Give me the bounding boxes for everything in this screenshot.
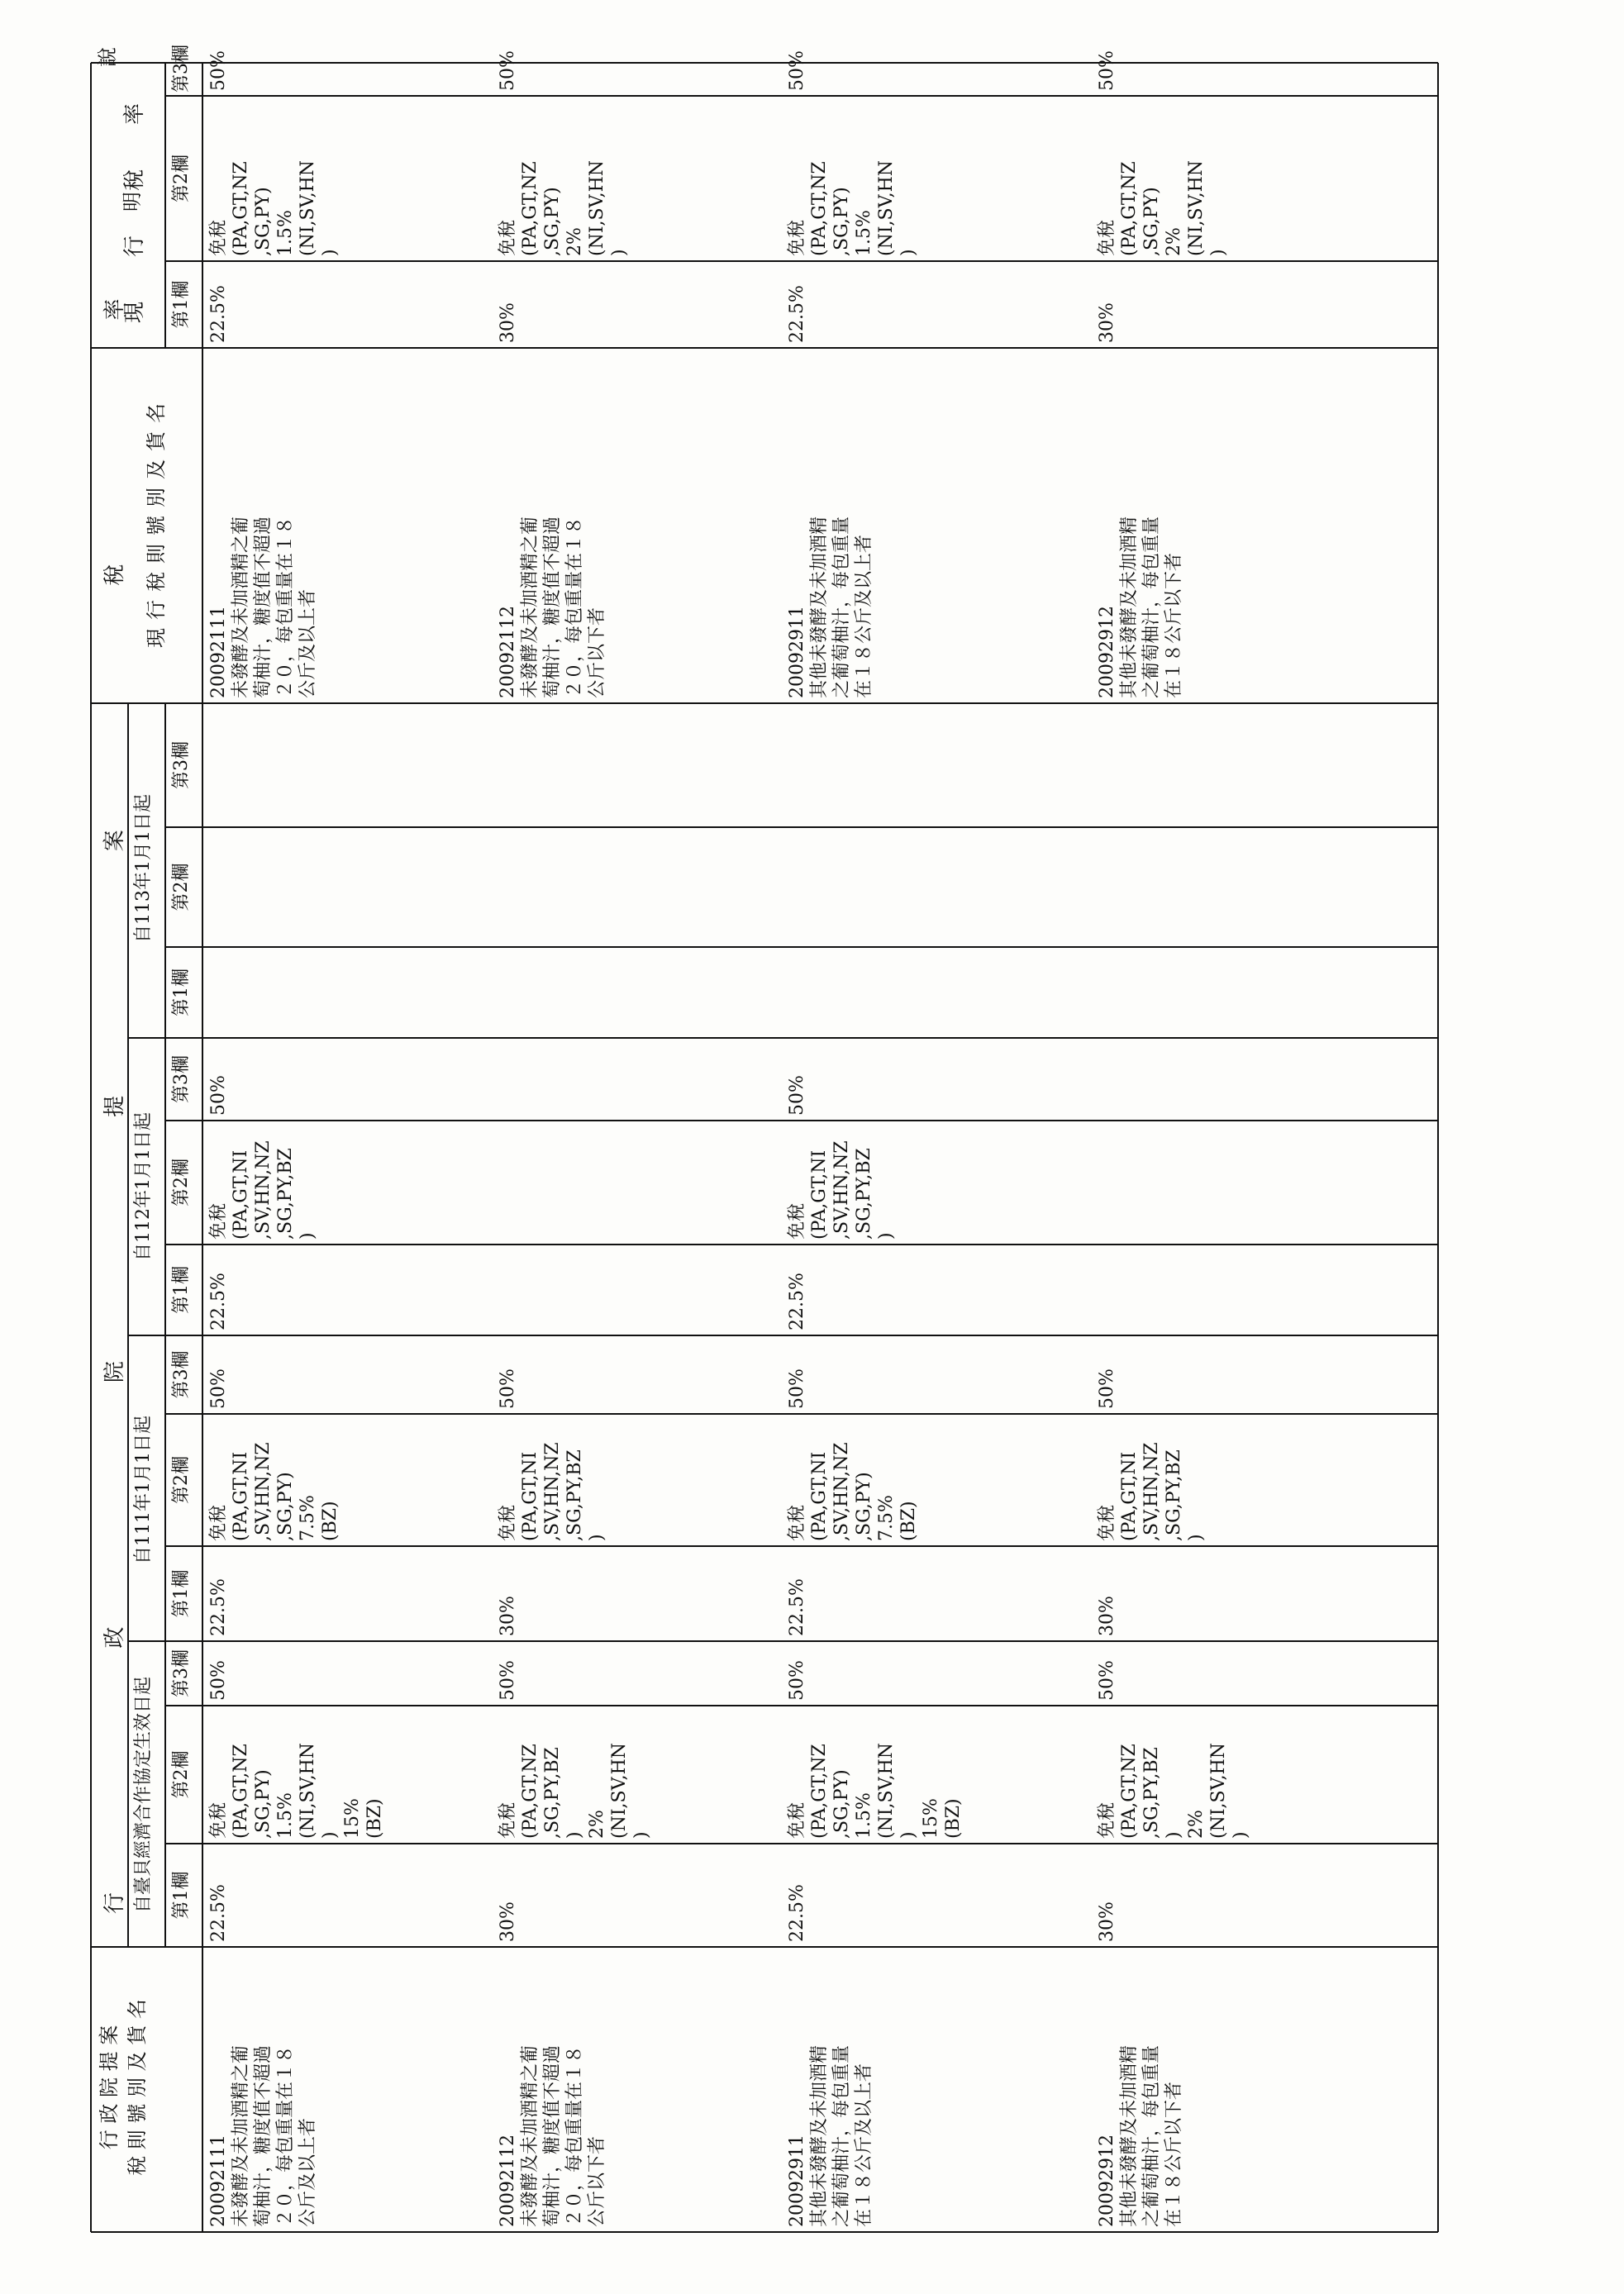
current-rate-col3: 50% xyxy=(208,50,229,91)
current-rate-title-char: 率 xyxy=(122,102,147,125)
current-rate-col3: 50% xyxy=(787,50,807,91)
goods-description: 未發酵及未加酒精之葡 萄柚汁，糖度值不超過 ２０，每包重量在１８ 公斤以下者 xyxy=(520,2044,607,2227)
column-label: 第1欄 xyxy=(171,1266,192,1314)
current-rate-title-char: 行 xyxy=(122,235,147,257)
current-rate-col3: 50% xyxy=(498,50,518,91)
current-rate-col1: 30% xyxy=(498,302,518,343)
column-label: 第2欄 xyxy=(171,1159,192,1206)
column-label: 第2欄 xyxy=(171,1456,192,1504)
current-tariff-code: 20092911 xyxy=(787,606,807,698)
column-label: 第3欄 xyxy=(171,741,192,789)
proposed-title-char: 提 xyxy=(102,1095,127,1117)
column-label: 第2欄 xyxy=(171,1750,192,1799)
current-rate-title-char: 稅 xyxy=(122,169,147,191)
remarks-title-char: 明 xyxy=(121,192,144,212)
column-label: 第1欄 xyxy=(171,969,192,1016)
goods-description: 其他未發酵及未加酒精 之葡萄柚汁，每包重量 在１８公斤及以上者 xyxy=(809,2044,874,2227)
column-label: 第3欄 xyxy=(171,1350,192,1399)
column-label: 第3欄 xyxy=(171,45,192,93)
current-tariff-code: 20092912 xyxy=(1097,606,1117,698)
rate-col3: 50% xyxy=(498,1660,518,1701)
current-tariff-code: 20092112 xyxy=(498,606,518,698)
current-goods-description: 未發酵及未加酒精之葡 萄柚汁，糖度值不超過 ２０，每包重量在１８ 公斤以下者 xyxy=(520,516,607,698)
rate-col2: 免稅 (PA,GT,NI ,SV,HN,NZ ,SG,PY,BZ ) xyxy=(1097,1442,1207,1541)
rate-col2: 免稅 (PA,GT,NI ,SV,HN,NZ ,SG,PY,BZ ) xyxy=(208,1140,318,1240)
rate-col2: 免稅 (PA,GT,NI ,SV,HN,NZ ,SG,PY,BZ ) xyxy=(787,1140,897,1240)
rate-col3: 50% xyxy=(1097,1660,1117,1701)
current-goods-description: 其他未發酵及未加酒精 之葡萄柚汁，每包重量 在１８公斤及以上者 xyxy=(809,516,874,698)
rate-col1: 22.5% xyxy=(208,1884,229,1942)
column-label: 第3欄 xyxy=(171,1649,192,1697)
remarks-title-char: 說 xyxy=(96,47,119,67)
column-label: 第1欄 xyxy=(171,1871,192,1920)
column-label: 第1欄 xyxy=(171,280,192,329)
rate-col1: 22.5% xyxy=(787,1273,807,1330)
rate-col3: 50% xyxy=(787,1660,807,1701)
rate-col1: 30% xyxy=(498,1901,518,1942)
current-rate-col2: 免稅 (PA,GT,NZ ,SG,PY) 1.5% (NI,SV,HN ) xyxy=(787,159,919,256)
current-rate-col1: 22.5% xyxy=(208,285,229,343)
rate-col1: 22.5% xyxy=(787,1884,807,1942)
tariff-code: 20092912 xyxy=(1097,2135,1117,2227)
rate-col2: 免稅 (PA,GT,NZ ,SG,PY,BZ ) 2% (NI,SV,HN ) xyxy=(498,1742,652,1839)
current-rate-col2: 免稅 (PA,GT,NZ ,SG,PY) 2% (NI,SV,HN ) xyxy=(498,159,630,256)
rate-col1: 30% xyxy=(1097,1596,1117,1636)
proposed-code-name-header: 行 政 院 提 案 稅 則 號 別 及 貨 名 xyxy=(98,1999,149,2176)
proposed-title-char: 政 xyxy=(102,1626,127,1649)
rate-col2: 免稅 (PA,GT,NI ,SV,HN,NZ ,SG,PY) 7.5% (BZ) xyxy=(208,1442,341,1541)
rate-col3: 50% xyxy=(1097,1368,1117,1409)
current-rate-col1: 30% xyxy=(1097,302,1117,343)
rate-col3: 50% xyxy=(498,1368,518,1409)
tariff-code: 20092112 xyxy=(498,2135,518,2227)
rate-col2: 免稅 (PA,GT,NZ ,SG,PY) 1.5% (NI,SV,HN ) 15% (BZ) xyxy=(208,1742,385,1839)
proposed-title-char: 行 xyxy=(102,1892,127,1914)
current-goods-description: 未發酵及未加酒精之葡 萄柚汁，糖度值不超過 ２０，每包重量在１８ 公斤及以上者 xyxy=(231,516,318,698)
rate-col3: 50% xyxy=(208,1368,229,1409)
goods-description: 未發酵及未加酒精之葡 萄柚汁，糖度值不超過 ２０，每包重量在１８ 公斤及以上者 xyxy=(231,2044,318,2227)
group-label-2: 自111年1月1日起 xyxy=(133,1416,154,1564)
group-label-3: 自112年1月1日起 xyxy=(133,1112,154,1261)
tariff-code: 20092911 xyxy=(787,2135,807,2227)
rate-col1: 22.5% xyxy=(208,1578,229,1636)
current-rate-col2: 免稅 (PA,GT,NZ ,SG,PY) 1.5% (NI,SV,HN ) xyxy=(208,159,341,256)
goods-description: 其他未發酵及未加酒精 之葡萄柚汁，每包重量 在１８公斤以下者 xyxy=(1119,2044,1184,2227)
column-label: 第2欄 xyxy=(171,155,192,202)
current-rate-col1: 22.5% xyxy=(787,285,807,343)
current-rate-title-char: 現 xyxy=(122,301,147,323)
group-label-4: 自113年1月1日起 xyxy=(133,794,154,943)
proposed-title-char: 稅 xyxy=(102,564,127,586)
proposed-title-char: 案 xyxy=(102,830,127,852)
current-code-name-header: 現行稅則號別及貨名 xyxy=(145,395,168,648)
rate-col2: 免稅 (PA,GT,NI ,SV,HN,NZ ,SG,PY) 7.5% (BZ) xyxy=(787,1442,919,1541)
group-label-1: 自臺貝經濟合作協定生效日起 xyxy=(133,1677,154,1914)
tariff-code: 20092111 xyxy=(208,2135,229,2227)
rate-col2: 免稅 (PA,GT,NZ ,SG,PY) 1.5% (NI,SV,HN ) 15% (BZ) xyxy=(787,1742,964,1839)
current-tariff-code: 20092111 xyxy=(208,606,229,698)
rate-col1: 30% xyxy=(498,1596,518,1636)
proposed-title-char: 率 xyxy=(102,298,127,321)
column-label: 第1欄 xyxy=(171,1569,192,1618)
current-rate-col3: 50% xyxy=(1097,50,1117,91)
column-label: 第2欄 xyxy=(171,863,192,911)
rate-col2: 免稅 (PA,GT,NZ ,SG,PY,BZ ) 2% (NI,SV,HN ) xyxy=(1097,1742,1251,1839)
rate-col1: 22.5% xyxy=(787,1578,807,1636)
current-goods-description: 其他未發酵及未加酒精 之葡萄柚汁，每包重量 在１８公斤以下者 xyxy=(1119,516,1184,698)
rate-col1: 22.5% xyxy=(208,1273,229,1330)
rate-col1: 30% xyxy=(1097,1901,1117,1942)
proposed-title-row xyxy=(93,63,126,1947)
rate-col3: 50% xyxy=(208,1075,229,1116)
rate-col3: 50% xyxy=(208,1660,229,1701)
column-label: 第3欄 xyxy=(171,1055,192,1103)
rate-col2: 免稅 (PA,GT,NI ,SV,HN,NZ ,SG,PY,BZ ) xyxy=(498,1442,607,1541)
rate-col3: 50% xyxy=(787,1075,807,1116)
proposed-title-char: 院 xyxy=(102,1361,127,1383)
rate-col3: 50% xyxy=(787,1368,807,1409)
current-rate-col2: 免稅 (PA,GT,NZ ,SG,PY) 2% (NI,SV,HN ) xyxy=(1097,159,1229,256)
